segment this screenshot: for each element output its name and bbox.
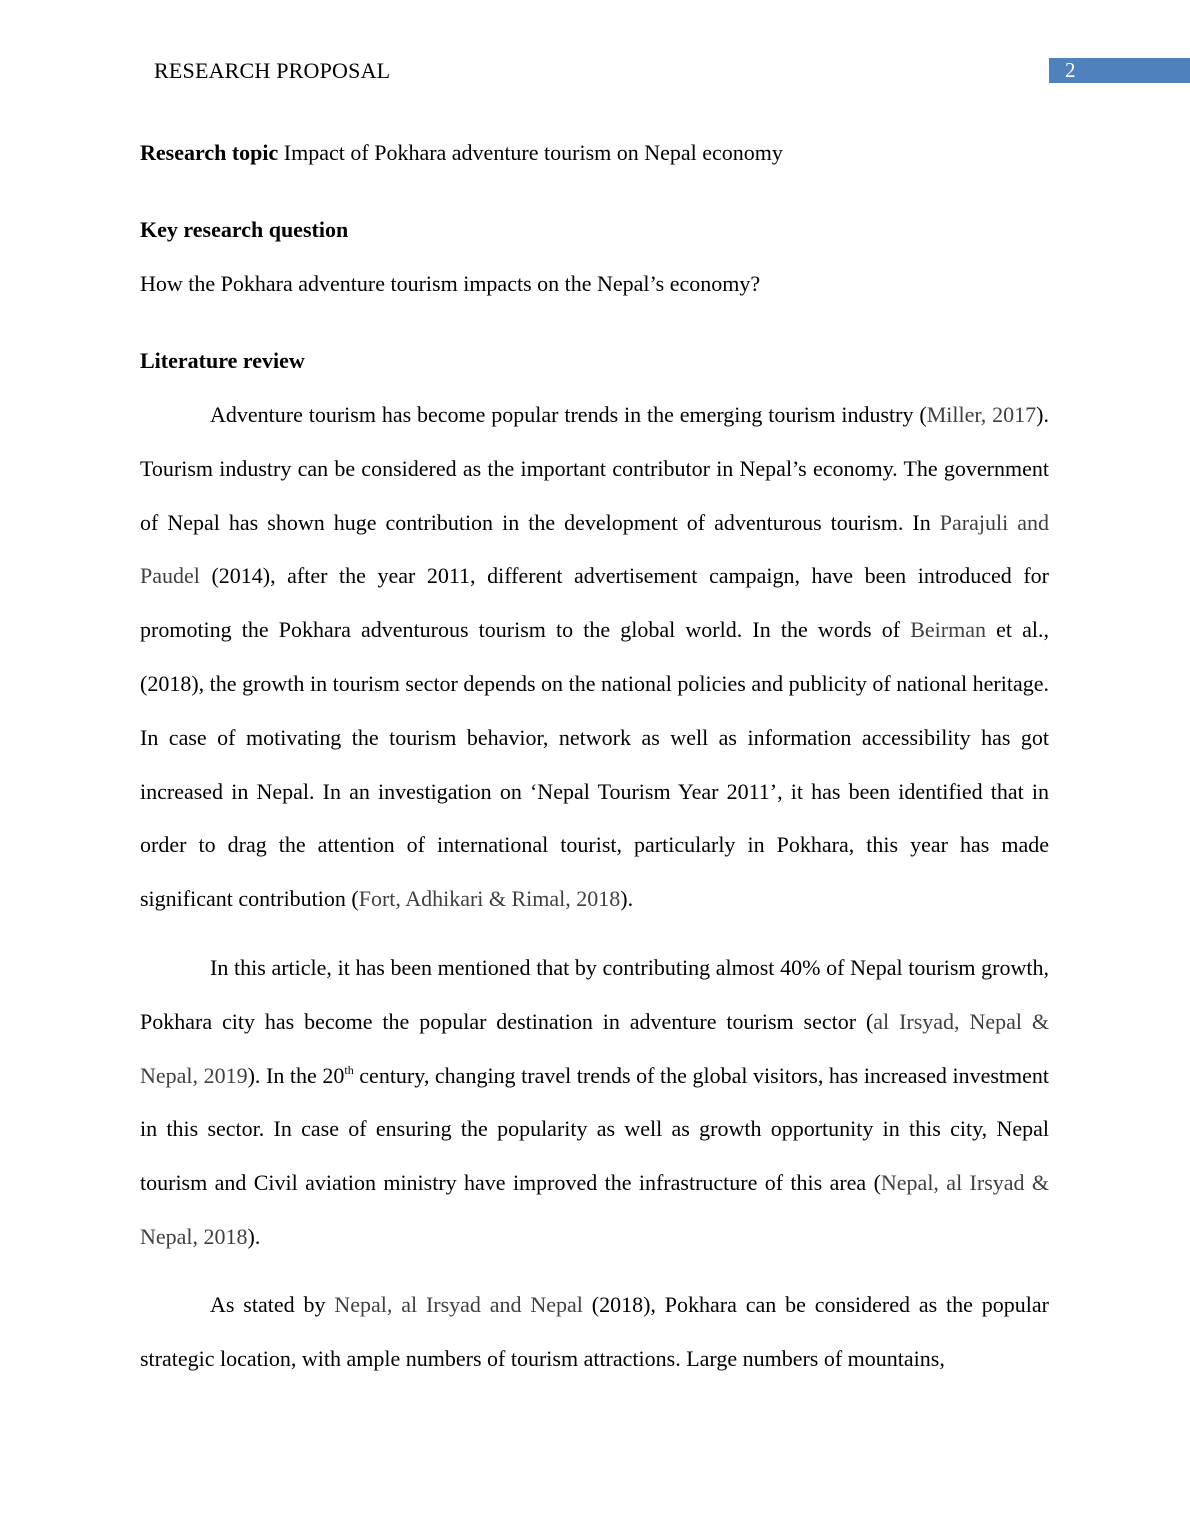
citation: al Irsyad, Nepal & Nepal, 2019 bbox=[140, 1008, 1050, 1088]
citation: Fort, Adhikari & Rimal, 2018 bbox=[358, 886, 621, 912]
text-run: (2014), after the year 2011, different advertisement campaign, have been introduced for promoting the Pokhara adventurous tourism to the global world. In the words of bbox=[140, 563, 1049, 643]
research-topic bbox=[140, 140, 1049, 166]
citation: Nepal, al Irsyad & Nepal, 2018 bbox=[140, 1170, 1050, 1249]
running-head: RESEARCH PROPOSAL bbox=[154, 58, 391, 83]
text-run: ). bbox=[247, 1223, 261, 1249]
text-run: In this article, it has been mentioned that by contributing almost 40% of Nepal tourism growth, Pokhara city has become the popular destination in adventure tourism sector ( bbox=[140, 955, 1049, 1034]
citation: Nepal, al Irsyad and Nepal bbox=[334, 1292, 583, 1317]
text-run: Adventure tourism has become popular trends in the emerging tourism industry ( bbox=[210, 402, 927, 427]
page-number: 2 bbox=[1049, 58, 1190, 83]
superscript-th: th bbox=[344, 1062, 354, 1077]
text-run: (2018), Pokhara can be considered as the popular strategic location, with ample numbers of tourism attractions. Large numbers of mountains, bbox=[140, 1292, 1049, 1371]
text-run: et al., (2018), the growth in tourism sector depends on the national policies and publicity of national heritage. In case of motivating the tourism behavior, network as well as information accessibility has got increased in Nepal. In an investigation on ‘Nepal Tourism Year 2011’, it has been identified that in order to drag the attention of international tourist, particularly in Pokhara, this year has made significant contribution ( bbox=[140, 617, 1049, 912]
text-run: ). In the 20 bbox=[247, 1062, 345, 1088]
text-run: ). bbox=[620, 886, 634, 912]
citation: Beirman bbox=[910, 617, 986, 643]
citation: Parajuli and Paudel bbox=[140, 509, 1049, 589]
citation: Miller, 2017 bbox=[926, 402, 1037, 427]
paragraph-2 bbox=[140, 941, 1049, 1264]
paragraph-1 bbox=[140, 388, 1049, 926]
paragraph-3 bbox=[140, 1278, 1049, 1386]
key-question-text: How the Pokhara adventure tourism impacts on the Nepal’s economy? bbox=[140, 271, 761, 296]
text-run: century, changing travel trends of the global visitors, has increased investment in this sector. In case of ensuring the popularity as well as growth opportunity in this city, Nepal tourism and Civil aviation ministry have improved the infrastructure of this area ( bbox=[140, 1062, 1049, 1196]
key-question-heading: Key research question bbox=[140, 217, 349, 242]
research-topic-text: Impact of Pokhara adventure tourism on Nepal economy bbox=[278, 140, 783, 165]
text-run: ). Tourism industry can be considered as the important contributor in Nepal’s economy. The government of Nepal has shown huge contribution in the development of adventurous tourism. In bbox=[140, 402, 1049, 535]
literature-review-heading: Literature review bbox=[140, 348, 305, 373]
research-topic-label: Research topic bbox=[140, 140, 279, 165]
text-run: As stated by bbox=[210, 1292, 335, 1317]
